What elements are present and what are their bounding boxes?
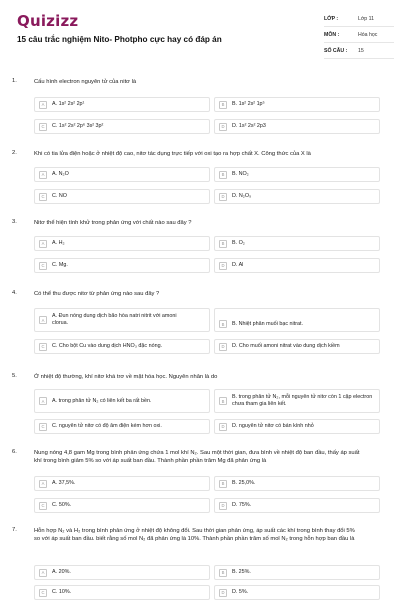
meta-value: Lớp 11 — [358, 15, 374, 22]
option-d[interactable] — [214, 119, 380, 134]
worksheet-header — [0, 0, 400, 66]
option-a[interactable] — [34, 565, 210, 580]
option-letter-box: C — [39, 193, 47, 201]
question-number: 1. — [12, 78, 17, 84]
meta-row-class — [324, 11, 394, 27]
option-text: A. trong phân tử N₂ có liên kết ba rất bền. — [52, 397, 152, 404]
option-letter-box: D — [219, 343, 227, 351]
option-letter-box: C — [39, 589, 47, 597]
option-text: A. 20%. — [52, 569, 71, 576]
option-text: A. N₂O — [52, 171, 69, 178]
option-letter-box: B — [219, 480, 227, 488]
option-text: D. Cho muối amoni nitrat vào dung dịch kiềm — [232, 343, 340, 350]
option-text: C. NO — [52, 193, 67, 200]
option-c[interactable] — [34, 339, 210, 354]
option-b[interactable] — [214, 389, 380, 413]
meta-row-subject — [324, 27, 394, 43]
option-text: C. 1s² 2s² 2p⁶ 3s² 3p² — [52, 123, 104, 130]
option-letter-box: B — [219, 397, 227, 405]
question-text: Khi có tia lửa điện hoặc ở nhiệt độ cao, nitơ tác dụng trực tiếp với oxi tạo ra hợp chất X. Công thức của X là — [34, 151, 311, 157]
option-text: D. 75%. — [232, 502, 252, 509]
option-letter-box: B — [219, 320, 227, 328]
option-text: B. O₂ — [232, 240, 245, 247]
question-text: Nung nóng 4,8 gam Mg trong bình phản ứng chứa 1 mol khí N₂. Sau một thời gian, đưa bình về nhiệt độ ban đầu, thấy áp suất khí trong bình giảm 5% so với áp suất ban đầu. Thành phần phần trăm Mg đã phản ứng là — [34, 450, 360, 464]
option-text: C. Mg. — [52, 262, 68, 269]
question-text: Nitơ thể hiện tính khử trong phản ứng với chất nào sau đây ? — [34, 220, 192, 226]
option-letter-box: A — [39, 316, 47, 324]
option-text: B. 1s² 2s² 1p⁵ — [232, 101, 265, 108]
option-text: D. nguyên tử nitơ có bán kính nhỏ — [232, 423, 314, 430]
option-c[interactable] — [34, 498, 210, 513]
option-text: D. N₂O₅ — [232, 193, 252, 200]
option-letter-box: A — [39, 397, 47, 405]
option-letter-box: B — [219, 240, 227, 248]
option-b[interactable] — [214, 476, 380, 491]
option-letter-box: D — [219, 193, 227, 201]
question-text: Cấu hình electron nguyên tử của nitơ là — [34, 79, 137, 85]
option-c[interactable] — [34, 419, 210, 434]
question-number: 6. — [12, 449, 17, 455]
option-a[interactable] — [34, 236, 210, 251]
option-text: A. 1s² 2s² 2p¹ — [52, 101, 85, 108]
question-number: 2. — [12, 150, 17, 156]
meta-label: LỚP : — [324, 15, 339, 22]
option-text: D. 1s² 2s² 2p3 — [232, 123, 266, 130]
option-text: B. trong phân tử N₂, mỗi nguyên tử nitơ còn 1 cặp electron chưa tham gia liên kết. — [232, 394, 373, 407]
option-b[interactable] — [214, 308, 380, 332]
option-text: B. 25,0%. — [232, 480, 256, 487]
option-letter-box: C — [39, 343, 47, 351]
question-number: 7. — [12, 527, 17, 533]
option-letter-box: D — [219, 262, 227, 270]
option-text: D. 5%. — [232, 589, 249, 596]
option-text: C. 10%. — [52, 589, 72, 596]
option-b[interactable] — [214, 167, 380, 182]
worksheet-title: 15 câu trắc nghiệm Nito- Photpho cực hay có đáp án — [17, 35, 222, 44]
option-letter-box: A — [39, 480, 47, 488]
meta-value: Hóa học — [358, 31, 378, 38]
worksheet-meta — [324, 11, 394, 59]
option-letter-box: B — [219, 569, 227, 577]
question-text: Ở nhiệt độ thường, khí nitơ khá trơ về mặt hóa học. Nguyên nhân là do — [34, 374, 218, 380]
option-text: A. Đun nóng dung dịch bão hòa natri nitrit với amoni clorua. — [52, 313, 177, 326]
option-a[interactable] — [34, 389, 210, 413]
question-text: Hỗn hợp N₂ và H₂ trong bình phản ứng ở nhiệt độ không đổi. Sau thời gian phản ứng, áp suất các khí trong bình thay đổi 5% so với áp suất ban đầu. biết rằng số mol N₂ đã phản ứng là 10%. Thành phần phần trăm số mol N₂ trong hỗn hợp ban đầu là — [34, 528, 355, 542]
option-text: C. 50%. — [52, 502, 72, 509]
option-d[interactable] — [214, 498, 380, 513]
option-d[interactable] — [214, 585, 380, 600]
option-letter-box: B — [219, 171, 227, 179]
option-letter-box: C — [39, 502, 47, 510]
option-text: A. H₂ — [52, 240, 65, 247]
option-letter-box: D — [219, 423, 227, 431]
option-a[interactable] — [34, 476, 210, 491]
option-letter-box: D — [219, 502, 227, 510]
option-letter-box: A — [39, 171, 47, 179]
option-text: B. 25%. — [232, 569, 251, 576]
option-b[interactable] — [214, 97, 380, 112]
option-d[interactable] — [214, 258, 380, 273]
option-a[interactable] — [34, 308, 210, 332]
meta-value: 15 — [358, 47, 364, 54]
question-text: Có thể thu được nitơ từ phản ứng nào sau đây ? — [34, 291, 160, 297]
option-d[interactable] — [214, 339, 380, 354]
quizizz-logo: Quizizz — [17, 12, 79, 30]
question-number: 4. — [12, 290, 17, 296]
option-c[interactable] — [34, 189, 210, 204]
option-letter-box: A — [39, 569, 47, 577]
option-text: D. Al — [232, 262, 244, 269]
meta-label: SỐ CÂU : — [324, 47, 348, 54]
option-a[interactable] — [34, 97, 210, 112]
option-letter-box: A — [39, 101, 47, 109]
meta-label: MÔN : — [324, 31, 340, 38]
option-b[interactable] — [214, 565, 380, 580]
option-b[interactable] — [214, 236, 380, 251]
meta-row-count — [324, 43, 394, 59]
option-d[interactable] — [214, 189, 380, 204]
option-c[interactable] — [34, 585, 210, 600]
option-text: C. nguyên tử nitơ có độ âm điện kém hơn oxi. — [52, 423, 162, 430]
option-c[interactable] — [34, 258, 210, 273]
option-letter-box: D — [219, 123, 227, 131]
option-text: B. NO₂ — [232, 171, 249, 178]
question-number: 3. — [12, 219, 17, 225]
option-text: A. 37,5%. — [52, 480, 76, 487]
option-c[interactable] — [34, 119, 210, 134]
option-letter-box: C — [39, 262, 47, 270]
option-text: C. Cho bột Cu vào dung dịch HNO₃ đặc nóng. — [52, 343, 163, 350]
option-d[interactable] — [214, 419, 380, 434]
option-letter-box: C — [39, 423, 47, 431]
option-letter-box: B — [219, 101, 227, 109]
option-letter-box: C — [39, 123, 47, 131]
option-a[interactable] — [34, 167, 210, 182]
option-letter-box: A — [39, 240, 47, 248]
option-text: B. Nhiệt phân muối bạc nitrat. — [232, 321, 304, 328]
question-number: 5. — [12, 373, 17, 379]
option-letter-box: D — [219, 589, 227, 597]
